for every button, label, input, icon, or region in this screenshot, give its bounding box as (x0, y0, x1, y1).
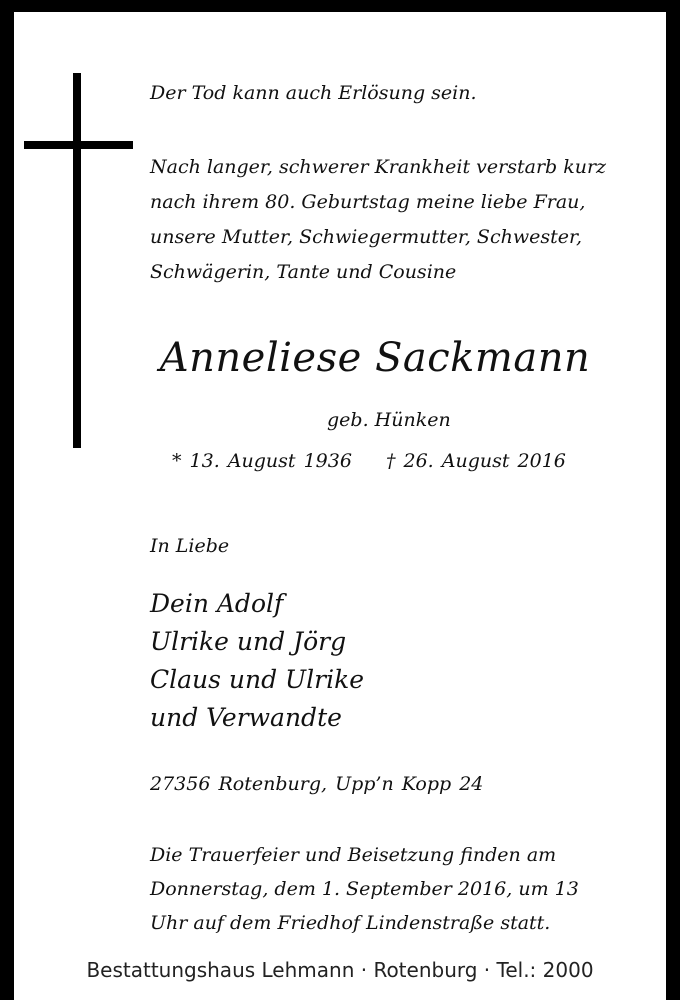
intro-line: nach ihrem 80. Geburtstag meine liebe Frau, (150, 191, 586, 213)
funeral-line: Uhr auf dem Friedhof Lindenstraße statt. (150, 912, 551, 934)
in-love-heading: In Liebe (150, 535, 230, 557)
birth-date: * 13. August 1936 (172, 450, 352, 472)
birth-name: geb. Hünken (327, 409, 451, 431)
mourner: Claus und Ulrike (150, 665, 365, 694)
intro-line: Schwägerin, Tante und Cousine (150, 261, 457, 283)
intro-paragraph (150, 150, 606, 290)
cross-horizontal-bar (24, 141, 133, 149)
funeral-line: Die Trauerfeier und Beisetzung finden am (150, 844, 557, 866)
intro-line: unsere Mutter, Schwiegermutter, Schwester, (150, 226, 582, 248)
mourner: Ulrike und Jörg (150, 627, 347, 656)
funeral-line: Donnerstag, dem 1. September 2016, um 13 (150, 878, 579, 900)
life-dates (172, 450, 566, 472)
death-date: † 26. August 2016 (385, 450, 566, 472)
mourners-list (150, 585, 364, 737)
address: 27356 Rotenburg, Upp’n Kopp 24 (150, 773, 484, 795)
mourner: Dein Adolf (150, 589, 284, 618)
funeral-notice (150, 838, 579, 940)
funeral-home-footer: Bestattungshaus Lehmann · Rotenburg · Tel.: 2000 (86, 958, 594, 982)
intro-line: Nach langer, schwerer Krankheit verstarb kurz (150, 156, 607, 178)
mourner: und Verwandte (150, 703, 342, 732)
deceased-name: Anneliese Sackmann (159, 335, 591, 381)
cross-vertical-bar (73, 73, 81, 448)
motto: Der Tod kann auch Erlösung sein. (150, 82, 477, 104)
